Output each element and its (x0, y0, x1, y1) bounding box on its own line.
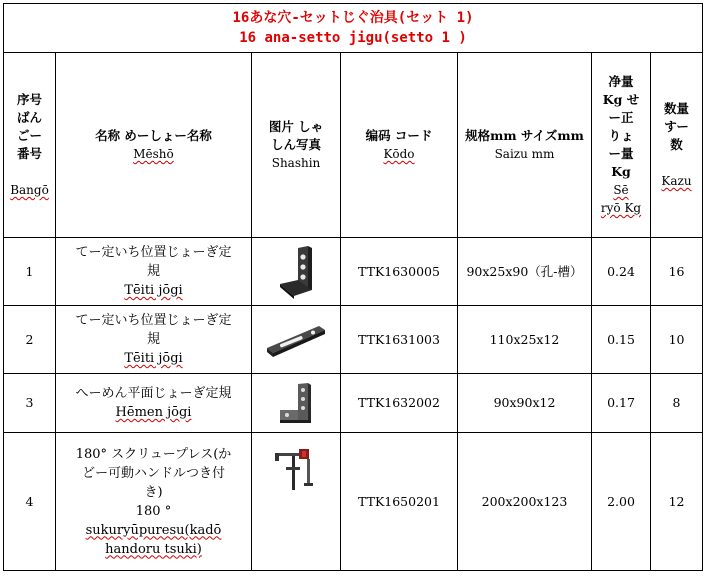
row-photo (252, 374, 341, 433)
row-spec: 110x25x12 (458, 306, 592, 374)
row-quantity: 12 (651, 433, 703, 571)
row-spec: 90x90x12 (458, 374, 592, 433)
row-name: てー定いち位置じょーぎ定 規 Tēiti jōgi (56, 306, 252, 374)
row-name: てー定いち位置じょーぎ定 規 Tēiti jōgi (56, 238, 252, 306)
table-row (4, 238, 703, 306)
row-quantity: 10 (651, 306, 703, 374)
table-row (4, 374, 703, 433)
header-name: 名称 めーしょー名称 Mēshō (56, 53, 252, 238)
row-code: TTK1650201 (341, 433, 458, 571)
table-row (4, 433, 703, 571)
row-weight: 0.24 (592, 238, 651, 306)
table-row (4, 306, 703, 374)
row-code: TTK1630005 (341, 238, 458, 306)
header-code: 编码 コード Kōdo (341, 53, 458, 238)
slotted-bar-icon (265, 320, 327, 360)
row-photo (252, 433, 341, 571)
row-photo (252, 238, 341, 306)
row-name: 180° スクリュープレス(か どー可動ハンドルつき付 き) 180 ° sukuryūpuresu(kadō handoru tsuki) (56, 433, 252, 571)
row-code: TTK1631003 (341, 306, 458, 374)
row-number: 4 (4, 433, 56, 571)
header-quantity: 数量 すー 数 Kazu (651, 53, 703, 238)
header-spec: 规格mm サイズmm Saizu mm (458, 53, 592, 238)
row-spec: 90x25x90（孔-槽） (458, 238, 592, 306)
row-weight: 0.15 (592, 306, 651, 374)
row-number: 3 (4, 374, 56, 433)
flat-angle-plate-icon (274, 380, 318, 426)
row-number: 1 (4, 238, 56, 306)
row-code: TTK1632002 (341, 374, 458, 433)
row-weight: 0.17 (592, 374, 651, 433)
header-photo: 图片 しゃ しん写真 Shashin (252, 53, 341, 238)
header-weight: 净量 Kg せ ー正 りょ ー量 Kg Sē ryō Kg (592, 53, 651, 238)
title-line-2: 16 ana-setto jigu(setto 1 ) (239, 30, 467, 46)
row-number: 2 (4, 306, 56, 374)
table-title (4, 4, 703, 53)
row-quantity: 8 (651, 374, 703, 433)
row-spec: 200x200x123 (458, 433, 592, 571)
title-line-1: 16あな穴-セットじぐ治具(セット 1) (232, 10, 474, 26)
row-quantity: 16 (651, 238, 703, 306)
row-photo (252, 306, 341, 374)
l-bracket-holes-icon (274, 244, 318, 300)
row-name: へーめん平面じょーぎ定規 Hēmen jōgi (56, 374, 252, 433)
screw-clamp-icon (271, 447, 321, 493)
row-weight: 2.00 (592, 433, 651, 571)
jig-parts-table (3, 3, 703, 571)
header-number: 序号 ばん ごー 番号 Bangō (4, 53, 56, 238)
